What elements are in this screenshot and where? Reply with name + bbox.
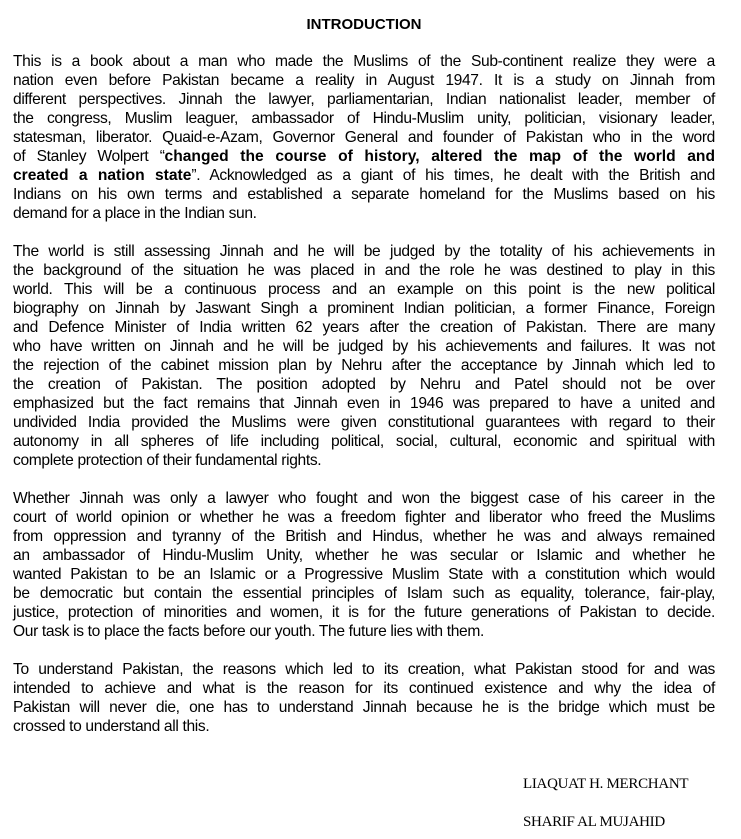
text-line: the rejection of the cabinet mission plan by Nehru after the acceptance by Jinnah which led to [13, 357, 715, 374]
text-line: crossed to understand all this. [13, 718, 210, 735]
text-line: the congress, Muslim leaguer, ambassador of Hindu-Muslim unity, politician, visionary leader, [13, 110, 715, 127]
text-line: the background of the situation he was placed in and the role he was destined to play in this [13, 262, 715, 279]
text-line: undivided India provided the Muslims were given constitutional guarantees with regard to their [13, 414, 715, 431]
text-line: be democratic but contain the essential principles of Islam such as equality, tolerance, fair-play, [13, 585, 715, 602]
text-line: Whether Jinnah was only a lawyer who fought and won the biggest case of his career in the [13, 490, 715, 507]
text-line: Our task is to place the facts before our youth. The future lies with them. [13, 623, 484, 640]
text-line: court of world opinion or whether he was a freedom fighter and liberator who freed the Muslims [13, 509, 715, 526]
text-line: an ambassador of Hindu-Muslim Unity, whether he was secular or Islamic and whether he [13, 547, 715, 564]
author-signature-1: LIAQUAT H. MERCHANT [523, 776, 689, 792]
text-line-with-quote [13, 166, 715, 185]
text-line: complete protection of their fundamental rights. [13, 452, 322, 469]
text-line: and Defence Minister of India written 62 years after the creation of Pakistan. There are many [13, 319, 715, 336]
text-line: different perspectives. Jinnah the lawyer, parliamentarian, Indian nationalist leader, member of [13, 91, 715, 108]
text-line: intended to achieve and what is the reason for its continued existence and why the idea of [13, 680, 715, 697]
text-line: biography on Jinnah by Jaswant Singh a prominent Indian politician, a former Finance, Foreign [13, 300, 715, 317]
quote-trail-text: ”. Acknowledged as a giant of his times, he dealt with the British and [191, 167, 715, 184]
text-line: The world is still assessing Jinnah and he will be judged by the totality of his achievements in [13, 243, 715, 260]
text-line: justice, protection of minorities and women, it is for the future generations of Pakistan to decide. [13, 604, 715, 621]
text-line: wanted Pakistan to be an Islamic or a Progressive Muslim State with a constitution which would [13, 566, 715, 583]
text-line: who have written on Jinnah and he will be judged by his achievements and failures. It was not [13, 338, 715, 355]
page-title: INTRODUCTION [306, 16, 422, 33]
text-line: statesman, liberator. Quaid-e-Azam, Governor General and founder of Pakistan who in the word [13, 129, 715, 146]
text-line: Pakistan will never die, one has to understand Jinnah because he is the bridge which must be [13, 699, 715, 716]
text-line: demand for a place in the Indian sun. [13, 205, 257, 222]
text-line: To understand Pakistan, the reasons which led to its creation, what Pakistan stood for and was [13, 661, 715, 678]
text-line: world. This will be a continuous process and an example on this point is the new political [13, 281, 715, 298]
paragraph-1 [13, 52, 715, 223]
wolpert-quote-bold: changed the course of history, altered the map of the world and [164, 148, 715, 165]
text-line: This is a book about a man who made the Muslims of the Sub-continent realize they were a [13, 53, 715, 70]
text-line-with-quote [13, 147, 715, 166]
paragraph-4 [13, 660, 715, 736]
paragraph-3 [13, 489, 715, 641]
author-signature-2: SHARIF AL MUJAHID [523, 814, 665, 830]
text-line: Indians on his own terms and established a separate homeland for the Muslims based on his [13, 186, 715, 203]
wolpert-quote-bold-end: created a nation state [13, 167, 192, 184]
text-line: the creation of Pakistan. The position adopted by Nehru and Patel should not be over [13, 376, 715, 393]
text-line: from oppression and tyranny of the British and Hindus, whether he was and always remained [13, 528, 715, 545]
text-line: nation even before Pakistan became a reality in August 1947. It is a study on Jinnah from [13, 72, 715, 89]
paragraph-2 [13, 242, 715, 470]
text-line: emphasized but the fact remains that Jinnah even in 1946 was prepared to have a united and [13, 395, 715, 412]
text-line: autonomy in all spheres of life including political, social, cultural, economic and spiritual with [13, 433, 715, 450]
quote-lead-text: of Stanley Wolpert “ [13, 148, 165, 165]
